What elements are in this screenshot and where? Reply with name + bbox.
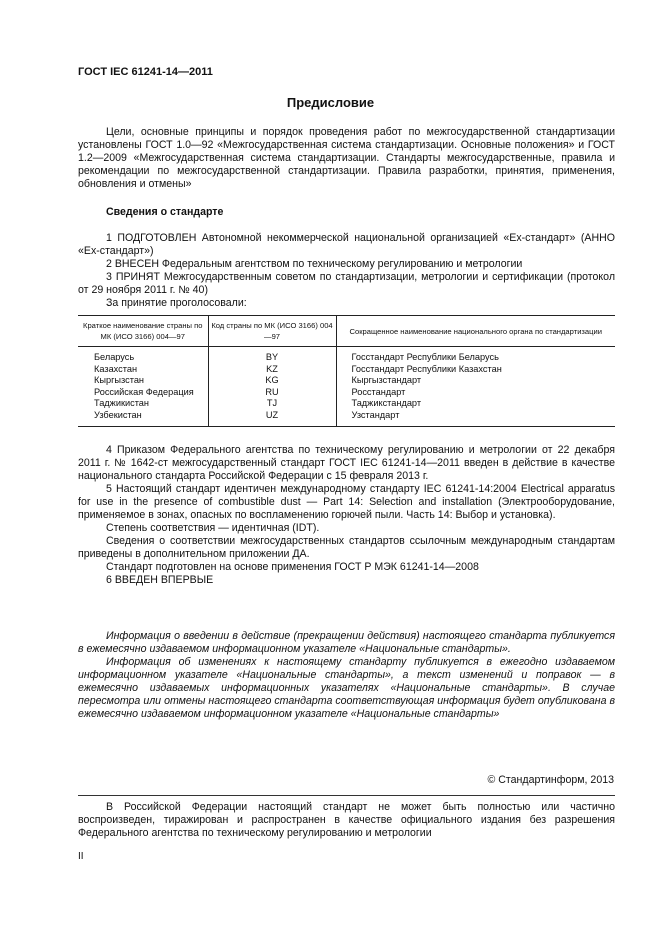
table-row	[78, 375, 615, 387]
code-cell: TJ	[208, 398, 336, 410]
intro-text: Цели, основные принципы и порядок проведения работ по межгосударственной стандартизации установлены ГОСТ 1.0—92 «Межгосударственная система стандартизации. Основные положения» и ГОСТ 1.2—2009 «Межгосударственная система стандартизации. Стандарты межгосударственные, правила и рекомендации по межгосударственной стандартизации. Правила разработки, принятия, применения, обновления и отмены»	[78, 126, 615, 190]
copyright: © Стандартинформ, 2013	[487, 774, 614, 786]
items-block-1	[78, 232, 615, 310]
code-cell: KZ	[208, 364, 336, 376]
item-2: 2 ВНЕСЕН Федеральным агентством по техническому регулированию и метрологии	[106, 258, 523, 270]
item-5: 5 Настоящий стандарт идентичен международному стандарту IEC 61241-14:2004 Electrical apparatus for use in the presence of combustible dust — Part 14: Selection and installation (Электрооборудование, применяемое в зонах, опасных по воспламенению горючей пыли. Часть 14: Выбор и установка).	[78, 483, 615, 521]
table-header-row	[78, 316, 615, 347]
items-block-2	[78, 444, 615, 587]
page-title: Предисловие	[286, 95, 375, 110]
table-row	[78, 387, 615, 399]
voting-table	[78, 315, 615, 427]
country-cell: Кыргызстан	[94, 375, 145, 385]
country-cell: Таджикистан	[94, 398, 149, 408]
body-cell: Кыргызстандарт	[336, 375, 615, 387]
country-cell: Казахстан	[94, 363, 138, 374]
item-6: 6 ВВЕДЕН ВПЕРВЫЕ	[106, 574, 214, 586]
table-row	[78, 410, 615, 427]
body-cell: Узстандарт	[336, 410, 615, 427]
country-cell: Российская Федерация	[94, 386, 194, 397]
item-4: 4 Приказом Федерального агентства по техническому регулированию и метрологии от 22 декабря 2011 г. № 1642-ст межгосударственный стандарт ГОСТ IEC 61241-14—2011 введен в действие в качестве национального стандарта Российской Федерации с 15 февраля 2013 г.	[78, 444, 615, 482]
code-cell: BY	[208, 347, 336, 364]
code-cell: UZ	[208, 410, 336, 427]
degree-text: Степень соответствия — идентичная (IDT).	[106, 522, 320, 534]
notice-2: Информация об изменениях к настоящему стандарту публикуется в ежегодно издаваемом информационном указателе «Национальные стандарты», а текст изменений и поправок — в ежемесячно издаваемых информационных указателях «Национальные стандарты». В случае пересмотра или отмены настоящего стандарта соответствующая информация будет опубликована в ежемесячно издаваемом информационном указателе «Национальные стандарты»	[78, 656, 615, 720]
col-header-code: Код страны по МК (ИСО 3166) 004—97	[208, 316, 336, 347]
country-cell: Беларусь	[94, 352, 135, 362]
divider	[78, 795, 615, 796]
vote-intro: За принятие проголосовали:	[106, 297, 247, 309]
table-row	[78, 398, 615, 410]
body-cell: Госстандарт Республики Беларусь	[336, 347, 615, 364]
body-cell: Росстандарт	[336, 387, 615, 399]
notice-1: Информация о введении в действие (прекращении действия) настоящего стандарта публикуется в ежемесячно издаваемом информационном указателе «Национальные стандарты».	[78, 630, 615, 655]
col-header-country: Краткое наименование страны по МК (ИСО 3166) 004—97	[78, 316, 208, 347]
item-3: 3 ПРИНЯТ Межгосударственным советом по стандартизации, метрологии и сертификации (протокол от 29 ноября 2011 г. № 40)	[78, 271, 615, 296]
reproduction-text: В Российской Федерации настоящий стандарт не может быть полностью или частично воспроизведен, тиражирован и распространен в качестве официального издания без разрешения Федерального агентства по техническому регулированию и метрологии	[78, 801, 615, 839]
references-text: Сведения о соответствии межгосударственных стандартов ссылочным международным стандартам приведены в дополнительном приложении ДА.	[78, 535, 615, 560]
reproduction-notice	[78, 801, 615, 840]
intro-paragraph	[78, 126, 615, 191]
country-cell: Узбекистан	[94, 409, 142, 420]
body-cell: Госстандарт Республики Казахстан	[336, 364, 615, 376]
code-cell: KG	[208, 375, 336, 387]
table-row	[78, 347, 615, 364]
document-code: ГОСТ IEC 61241-14—2011	[78, 66, 213, 78]
info-heading: Сведения о стандарте	[106, 206, 224, 218]
body-cell: Таджикстандарт	[336, 398, 615, 410]
basis-text: Стандарт подготовлен на основе применения ГОСТ Р МЭК 61241-14—2008	[106, 561, 479, 573]
publication-notices	[78, 630, 615, 721]
page-number: II	[78, 851, 84, 862]
item-1: 1 ПОДГОТОВЛЕН Автономной некоммерческой национальной организацией «Ех-стандарт» (АННО «Ех-стандарт»)	[78, 232, 615, 257]
col-header-body: Сокращенное наименование национального органа по стандартизации	[336, 316, 615, 347]
code-cell: RU	[208, 387, 336, 399]
table-row	[78, 364, 615, 376]
